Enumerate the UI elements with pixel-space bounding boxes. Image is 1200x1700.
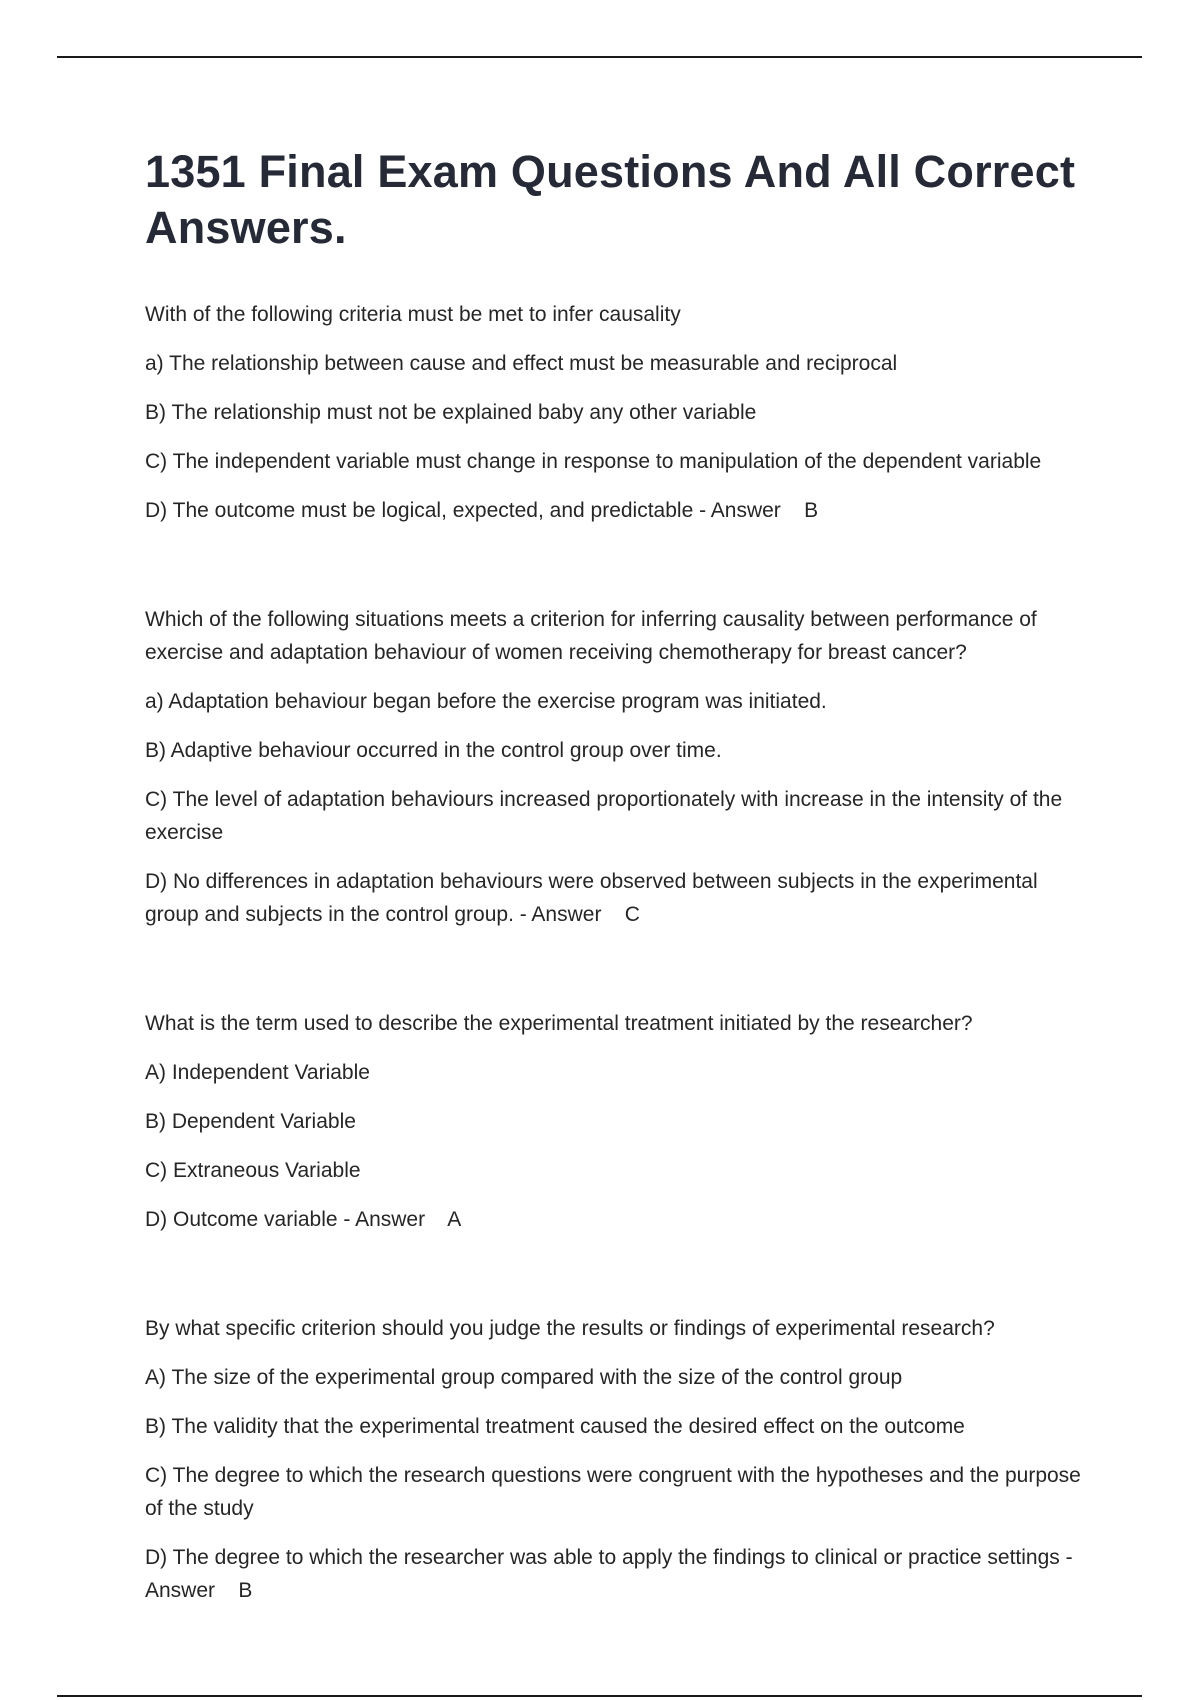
option-d-with-answer (145, 865, 1090, 931)
question-prompt: By what specific criterion should you judge the results or findings of experimental research? (145, 1317, 995, 1340)
option-a: a) The relationship between cause and effect must be measurable and reciprocal (145, 352, 898, 375)
option-a: A) The size of the experimental group compared with the size of the control group (145, 1366, 903, 1389)
question-prompt: What is the term used to describe the experimental treatment initiated by the researcher? (145, 1012, 973, 1035)
option-b: B) Adaptive behaviour occurred in the control group over time. (145, 739, 722, 762)
question-prompt: Which of the following situations meets a criterion for inferring causality between performance of exercise and adaptation behaviour of women receiving chemotherapy for breast cancer? (145, 608, 1037, 664)
option-b: B) The validity that the experimental treatment caused the desired effect on the outcome (145, 1415, 965, 1438)
bottom-divider (57, 1695, 1142, 1697)
answer-letter: C (624, 903, 640, 926)
option-b: B) The relationship must not be explained baby any other variable (145, 401, 757, 424)
question-block-1 (145, 298, 1090, 527)
option-d-text: D) The outcome must be logical, expected, and predictable - Answer (145, 499, 781, 522)
question-list (145, 298, 1090, 1607)
question-prompt: With of the following criteria must be met to infer causality (145, 303, 681, 326)
option-d-with-answer (145, 1203, 1090, 1236)
question-block-4 (145, 1312, 1090, 1607)
option-c: C) The independent variable must change in response to manipulation of the dependent variable (145, 450, 1042, 473)
option-c: C) Extraneous Variable (145, 1159, 361, 1182)
answer-letter: A (447, 1208, 462, 1231)
option-a: a) Adaptation behaviour began before the exercise program was initiated. (145, 690, 827, 713)
answer-letter: B (804, 499, 819, 522)
option-c: C) The level of adaptation behaviours increased proportionately with increase in the intensity of the exercise (145, 788, 1063, 844)
question-block-3 (145, 1007, 1090, 1236)
option-d-with-answer (145, 494, 1090, 527)
question-block-2 (145, 603, 1090, 931)
option-a: A) Independent Variable (145, 1061, 370, 1084)
option-d-text: D) The degree to which the researcher was able to apply the findings to clinical or practice settings - Answer (145, 1546, 1073, 1602)
page-title: 1351 Final Exam Questions And All Correct Answers. (145, 146, 1076, 253)
top-divider (57, 56, 1142, 58)
option-d-text: D) No differences in adaptation behaviours were observed between subjects in the experimental group and subjects in the control group. - Answer (145, 870, 1038, 926)
option-d-with-answer (145, 1541, 1090, 1607)
option-c: C) The degree to which the research questions were congruent with the hypotheses and the purpose of the study (145, 1464, 1081, 1520)
option-d-text: D) Outcome variable - Answer (145, 1208, 426, 1231)
answer-letter: B (238, 1579, 253, 1602)
option-b: B) Dependent Variable (145, 1110, 356, 1133)
document-body (145, 144, 1090, 1607)
